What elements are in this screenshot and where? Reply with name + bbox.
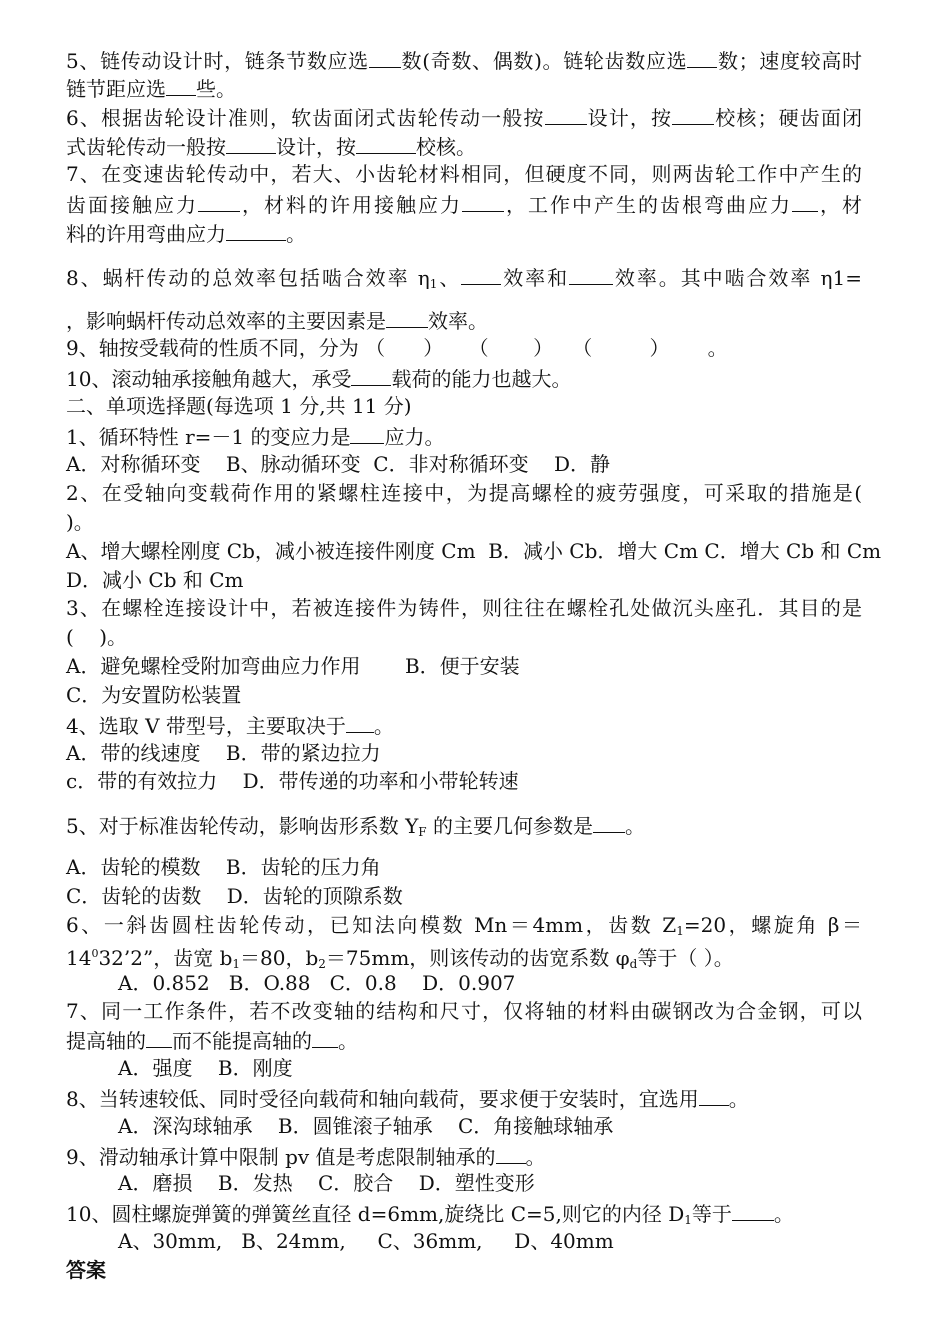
choice-q2-line1: 2、在受轴向变载荷作用的紧螺柱连接中，为提高螺栓的疲劳强度，可采取的措施是( xyxy=(66,481,862,505)
fill-q6-line2: 式齿轮传动一般按 设计，按 校核。 xyxy=(66,131,886,159)
fill-q5-line2: 链节距应选 些。 xyxy=(66,73,886,101)
fill-q5-line1: 5、链传动设计时，链条节数应选 数(奇数、偶数)。链轮齿数应选 数；速度较高时 xyxy=(66,45,862,73)
fill-q6-line1: 6、根据齿轮设计准则，软齿面闭式齿轮传动一般按 设计，按 校核；硬齿面闭 xyxy=(66,102,862,130)
blank xyxy=(312,1025,338,1048)
blank xyxy=(461,262,501,285)
choice-q7-line2: 提高轴的 而不能提高轴的 。 xyxy=(66,1025,886,1053)
blank xyxy=(369,45,401,68)
fill-q8-line1: 8、蜗杆传动的总效率包括啮合效率 $\eta_1$、 效率和 效率。其中啮合效率 η1= xyxy=(66,262,862,290)
blank xyxy=(699,1083,729,1106)
fill-q7-line3: 料的许用弯曲应力 。 xyxy=(66,218,886,246)
blank xyxy=(672,102,714,125)
fill-q7-line1: 7、在变速齿轮传动中，若大、小齿轮材料相同，但硬度不同，则两齿轮工作中产生的 xyxy=(66,162,862,186)
choice-q10-options: A、30mm, B、24mm, C、36mm, D、40mm xyxy=(118,1229,614,1253)
blank xyxy=(462,189,504,212)
blank xyxy=(350,421,384,444)
blank xyxy=(545,102,587,125)
blank xyxy=(386,305,428,328)
choice-q5: 5、对于标准齿轮传动，影响齿形系数 $Y_F$ 的主要几何参数是 。 xyxy=(66,810,886,838)
fill-q8-line2: ，影响蜗杆传动总效率的主要因素是 效率。 xyxy=(66,305,886,333)
blank xyxy=(226,218,286,241)
choice-q3-line2: ( )。 xyxy=(66,625,128,649)
choice-q3-line1: 3、在螺栓连接设计中，若被连接件为铸件，则往往在螺栓孔处做沉头座孔．其目的是 xyxy=(66,596,862,620)
blank xyxy=(346,710,374,733)
choice-q7-line1: 7、同一工作条件，若不改变轴的结构和尺寸，仅将轴的材料由碳钢改为合金钢，可以 xyxy=(66,999,862,1023)
choice-q8: 8、当转速较低、同时受径向载荷和轴向载荷，要求便于安装时，宜选用 。 xyxy=(66,1083,886,1111)
choice-q8-options: A．深沟球轴承 B．圆锥滚子轴承 C．角接触球轴承 xyxy=(118,1114,614,1138)
section-title: 二、单项选择题(每选项 1 分,共 11 分) xyxy=(66,394,412,418)
choice-q9: 9、滑动轴承计算中限制 pv 值是考虑限制轴承的 。 xyxy=(66,1141,886,1169)
choice-q2-options2: D．减小 Cb 和 Cm xyxy=(66,568,244,592)
choice-q6-line1: 6、一斜齿圆柱齿轮传动，已知法向模数 Mn＝4mm，齿数 $Z_1=20$，螺旋角 β＝ xyxy=(66,913,862,938)
blank xyxy=(792,189,818,212)
fill-q9: 9、轴按受载荷的性质不同，分为 （ ） （ ） （ ） 。 xyxy=(66,336,728,360)
choice-q5-options1: A．齿轮的模数 B．齿轮的压力角 xyxy=(66,855,381,879)
choice-q6-line2: $14^032’2$”，齿宽 $b_1=80$，$b_2=75mm$，则该传动的齿宽系数 $\varphi_d$等于（ ）。 xyxy=(66,946,734,971)
blank xyxy=(569,262,613,285)
fill-q10: 10、滚动轴承接触角越大，承受 载荷的能力也越大。 xyxy=(66,363,886,391)
blank xyxy=(198,189,240,212)
blank xyxy=(146,1025,172,1048)
choice-q3-options1: A．避免螺栓受附加弯曲应力作用 B．便于安装 xyxy=(66,654,520,678)
choice-q1: 1、循环特性 r=－1 的变应力是 应力。 xyxy=(66,421,886,449)
blank xyxy=(496,1141,526,1164)
choice-q4-options1: A．带的线速度 B．带的紧边拉力 xyxy=(66,741,381,765)
answer-heading: 答案 xyxy=(66,1258,106,1282)
choice-q2-line2: )。 xyxy=(66,510,94,534)
choice-q4-options2: c．带的有效拉力 D．带传递的功率和小带轮转速 xyxy=(66,769,519,793)
fill-q7-line2: 齿面接触应力 ，材料的许用接触应力 ，工作中产生的齿根弯曲应力 ，材 xyxy=(66,189,862,217)
blank xyxy=(593,810,625,833)
choice-q1-options: A．对称循环变 B、脉动循环变 C．非对称循环变 D．静 xyxy=(66,452,611,476)
blank xyxy=(732,1198,774,1221)
choice-q4: 4、选取 V 带型号，主要取决于 。 xyxy=(66,710,886,738)
choice-q2-options1: A、增大螺栓刚度 Cb，减小被连接件刚度 Cm B．减小 Cb．增大 Cm C．增大 Cb 和 Cm xyxy=(66,539,882,563)
blank xyxy=(351,363,391,386)
choice-q9-options: A．磨损 B．发热 C．胶合 D．塑性变形 xyxy=(118,1171,535,1195)
blank xyxy=(687,45,717,68)
choice-q3-options2: C．为安置防松装置 xyxy=(66,683,242,707)
blank xyxy=(356,131,416,154)
choice-q10: 10、圆柱螺旋弹簧的弹簧丝直径 d=6mm,旋绕比 C=5,则它的内径 $D_1$等于 。 xyxy=(66,1198,886,1226)
blank xyxy=(226,131,276,154)
blank xyxy=(166,73,196,96)
choice-q6-options: A．0.852 B．O.88 C．0.8 D．0.907 xyxy=(118,971,516,995)
choice-q7-options: A．强度 B．刚度 xyxy=(118,1056,293,1080)
choice-q5-options2: C．齿轮的齿数 D．齿轮的顶隙系数 xyxy=(66,884,403,908)
